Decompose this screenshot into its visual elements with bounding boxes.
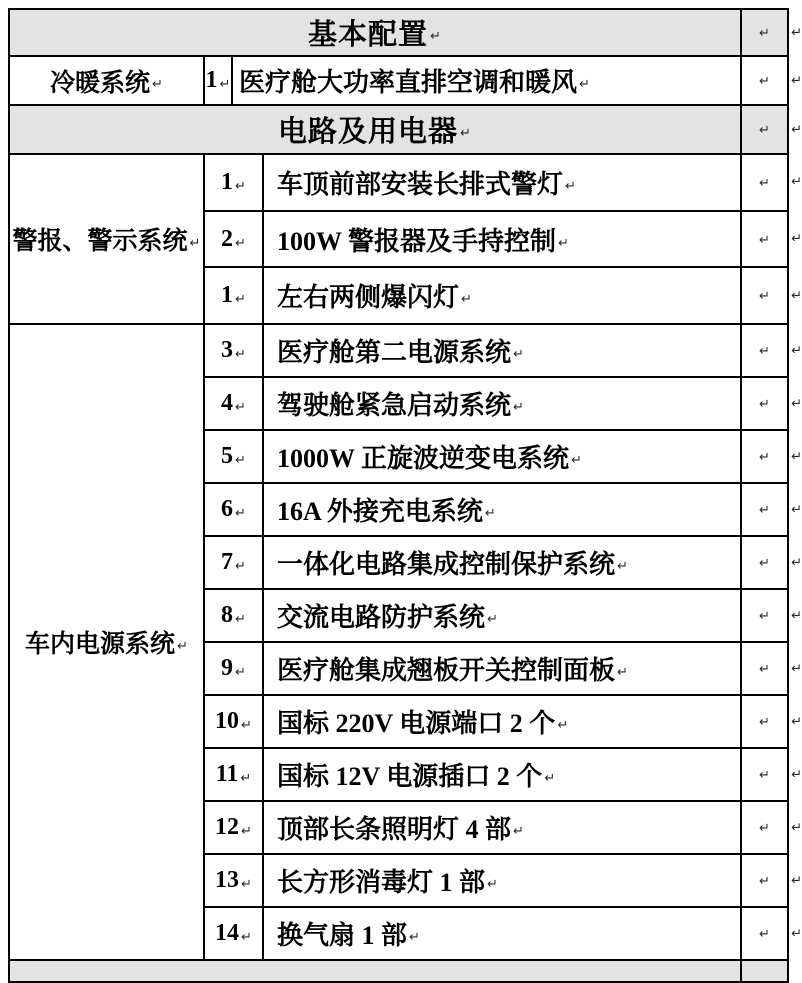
- item-number: 13: [215, 867, 240, 893]
- item-text: 国标 12V 电源插口 2 个: [277, 762, 543, 791]
- item-text: 一体化电路集成控制保护系统: [277, 550, 616, 579]
- item-number-cell: [205, 155, 264, 210]
- tail-cell: [742, 855, 787, 906]
- tail-cell: [742, 802, 787, 853]
- table-row: [205, 378, 802, 431]
- tail-cell: [742, 212, 787, 267]
- category-cell: [10, 325, 205, 959]
- tail-cell: [742, 961, 787, 981]
- section-header-label: 电路及用电器: [278, 116, 459, 148]
- paragraph-mark: ↵: [571, 453, 582, 468]
- item-text-cell: [264, 325, 742, 376]
- section-header-circuit: [10, 106, 802, 155]
- table-row: [205, 908, 802, 959]
- category-cell: [10, 155, 205, 323]
- item-number: 6: [221, 496, 234, 522]
- tail-cell: [742, 537, 787, 588]
- outside-paragraph-mark: ↵: [791, 555, 802, 570]
- item-number-cell: [205, 431, 264, 482]
- tail-cell: [742, 431, 787, 482]
- paragraph-mark: ↵: [759, 874, 770, 889]
- item-text: 顶部长条照明灯 4 部: [277, 815, 512, 844]
- item-number-cell: [205, 325, 264, 376]
- outside-paragraph-mark: ↵: [791, 449, 802, 464]
- category-cell: [10, 57, 205, 104]
- paragraph-mark: ↵: [235, 292, 246, 308]
- paragraph-mark: ↵: [617, 559, 628, 574]
- item-number: 4: [221, 390, 234, 416]
- item-number: 1: [205, 67, 218, 93]
- outside-paragraph-mark: ↵: [791, 926, 802, 941]
- item-text-cell: [264, 155, 742, 210]
- section-header-cell: [10, 961, 742, 981]
- tail-cell: [742, 378, 787, 429]
- paragraph-mark: ↵: [759, 609, 770, 624]
- outside-paragraph-mark: ↵: [791, 820, 802, 835]
- paragraph-mark: ↵: [240, 771, 252, 786]
- item-number: 12: [215, 814, 240, 840]
- paragraph-mark: ↵: [544, 771, 556, 786]
- section-header-cell: [10, 10, 742, 55]
- table-row: [205, 268, 802, 323]
- paragraph-mark: ↵: [759, 289, 770, 305]
- paragraph-mark: ↵: [235, 506, 246, 521]
- paragraph-mark: ↵: [487, 877, 498, 892]
- outside-paragraph-mark: ↵: [791, 231, 802, 247]
- item-number-cell: [205, 643, 264, 694]
- paragraph-mark: ↵: [513, 347, 524, 362]
- item-number: 2: [221, 225, 234, 252]
- paragraph-mark: ↵: [235, 612, 246, 627]
- item-number-cell: [205, 802, 264, 853]
- tail-cell: [742, 590, 787, 641]
- paragraph-mark: ↵: [759, 175, 770, 191]
- paragraph-mark: ↵: [235, 559, 246, 574]
- section-header-partial: [10, 961, 787, 981]
- paragraph-mark: ↵: [430, 29, 442, 44]
- item-text: 驾驶舱紧急启动系统: [277, 391, 512, 420]
- item-text: 交流电路防护系统: [277, 603, 486, 632]
- paragraph-mark: ↵: [461, 292, 472, 308]
- item-text: 医疗舱大功率直排空调和暖风: [239, 68, 578, 97]
- item-number-cell: [205, 268, 264, 323]
- outside-paragraph-mark: ↵: [791, 608, 802, 623]
- outside-paragraph-mark: ↵: [791, 343, 802, 358]
- item-number-cell: [205, 590, 264, 641]
- paragraph-mark: ↵: [759, 662, 770, 677]
- item-text: 左右两侧爆闪灯: [277, 283, 460, 313]
- item-number-cell: [205, 908, 264, 959]
- paragraph-mark: ↵: [557, 718, 569, 733]
- outside-paragraph-mark: ↵: [791, 174, 802, 190]
- paragraph-mark: ↵: [513, 824, 524, 839]
- paragraph-mark: ↵: [241, 824, 252, 839]
- paragraph-mark: ↵: [235, 665, 246, 680]
- table-row: [205, 749, 802, 802]
- item-number: 1: [221, 282, 234, 309]
- paragraph-mark: ↵: [460, 126, 472, 141]
- paragraph-mark: ↵: [241, 877, 252, 892]
- paragraph-mark: ↵: [759, 715, 770, 730]
- paragraph-mark: ↵: [513, 400, 524, 415]
- outside-paragraph-mark: ↵: [791, 502, 802, 517]
- section-header-label: 基本配置: [308, 19, 429, 51]
- table-row: [205, 484, 802, 537]
- item-text: 医疗舱集成翘板开关控制面板: [277, 656, 616, 685]
- paragraph-mark: ↵: [759, 74, 770, 89]
- item-number: 5: [221, 443, 234, 469]
- paragraph-mark: ↵: [565, 178, 576, 194]
- tail-cell: [742, 106, 787, 153]
- tail-cell: [742, 696, 787, 747]
- item-number-cell: [205, 855, 264, 906]
- paragraph-mark: ↵: [759, 397, 770, 412]
- paragraph-mark: ↵: [235, 347, 246, 362]
- table-row: [205, 325, 802, 378]
- outside-paragraph-mark: ↵: [791, 288, 802, 304]
- tail-cell: [742, 749, 787, 800]
- tail-cell: [742, 155, 787, 210]
- item-text: 长方形消毒灯 1 部: [277, 868, 486, 897]
- paragraph-mark: ↵: [152, 77, 163, 92]
- item-number-cell: [205, 378, 264, 429]
- paragraph-mark: ↵: [759, 821, 770, 836]
- item-number: 8: [221, 602, 234, 628]
- category-label: 警报、警示系统: [12, 228, 188, 255]
- item-text-cell: [264, 643, 742, 694]
- paragraph-mark: ↵: [177, 638, 188, 654]
- paragraph-mark: ↵: [219, 77, 231, 92]
- category-label: 车内电源系统: [25, 631, 176, 658]
- item-number: 14: [215, 920, 240, 946]
- item-text: 1000W 正旋波逆变电系统: [277, 444, 570, 473]
- item-text: 16A 外接充电系统: [277, 497, 483, 526]
- item-number: 10: [215, 708, 240, 734]
- item-number-cell: [205, 484, 264, 535]
- item-number-cell: [205, 537, 264, 588]
- item-number-cell: [205, 749, 264, 800]
- paragraph-mark: ↵: [759, 768, 770, 783]
- outside-paragraph-mark: ↵: [791, 767, 802, 782]
- paragraph-mark: ↵: [617, 665, 628, 680]
- group-items: [205, 155, 802, 323]
- item-number: 7: [221, 549, 234, 575]
- paragraph-mark: ↵: [487, 612, 498, 627]
- paragraph-mark: ↵: [235, 400, 246, 415]
- table-row: [205, 855, 802, 908]
- section-header-basic-config: [10, 10, 802, 57]
- outside-paragraph-mark: ↵: [791, 714, 802, 729]
- category-label: 冷暖系统: [50, 69, 151, 97]
- item-text-cell: [264, 590, 742, 641]
- item-text-cell: [264, 802, 742, 853]
- tail-cell: [742, 10, 787, 55]
- tail-cell: [742, 325, 787, 376]
- item-text-cell: [264, 431, 742, 482]
- paragraph-mark: ↵: [759, 123, 770, 138]
- item-number: 9: [221, 655, 234, 681]
- paragraph-mark: ↵: [189, 235, 201, 251]
- item-number-cell: [205, 696, 264, 747]
- item-text: 国标 220V 电源端口 2 个: [277, 709, 556, 738]
- table-row: [205, 643, 802, 696]
- tail-cell: [742, 643, 787, 694]
- item-number: 11: [215, 761, 239, 787]
- paragraph-mark: ↵: [241, 718, 252, 733]
- paragraph-mark: ↵: [409, 930, 420, 945]
- paragraph-mark: ↵: [759, 927, 770, 942]
- item-number-cell: [205, 212, 264, 267]
- outside-paragraph-mark: ↵: [791, 73, 802, 88]
- table-row: [205, 155, 802, 212]
- item-text-cell: [264, 908, 742, 959]
- configuration-table: [8, 8, 802, 983]
- outside-paragraph-mark: ↵: [791, 661, 802, 676]
- table-row: [205, 212, 802, 269]
- paragraph-mark: ↵: [235, 235, 246, 251]
- item-text-cell: [264, 696, 742, 747]
- tail-cell: [742, 268, 787, 323]
- item-text: 医疗舱第二电源系统: [277, 338, 512, 367]
- item-text-cell: [264, 378, 742, 429]
- item-text-cell: [264, 537, 742, 588]
- outside-paragraph-mark: ↵: [791, 396, 802, 411]
- outside-paragraph-mark: ↵: [791, 25, 802, 40]
- table-row: [205, 431, 802, 484]
- item-text: 车顶前部安装长排式警灯: [277, 169, 564, 199]
- paragraph-mark: ↵: [235, 178, 246, 194]
- item-text: 换气扇 1 部: [277, 921, 408, 950]
- tail-cell: [742, 57, 787, 104]
- paragraph-mark: ↵: [759, 232, 770, 248]
- table-row: [205, 802, 802, 855]
- item-text-cell: [264, 212, 742, 267]
- item-number-cell: [205, 57, 233, 104]
- outside-paragraph-mark: ↵: [791, 873, 802, 888]
- table-row: [205, 537, 802, 590]
- item-number: 3: [221, 337, 234, 363]
- group-alarm-system: [10, 155, 802, 325]
- tail-cell: [742, 908, 787, 959]
- paragraph-mark: ↵: [558, 235, 569, 251]
- outside-paragraph-mark: ↵: [791, 122, 802, 137]
- paragraph-mark: ↵: [759, 556, 770, 571]
- paragraph-mark: ↵: [484, 506, 496, 521]
- item-text-cell: [264, 484, 742, 535]
- item-text-cell: [264, 855, 742, 906]
- table-row: [205, 696, 802, 749]
- group-items: [205, 325, 802, 959]
- paragraph-mark: ↵: [579, 77, 590, 92]
- item-text: 100W 警报器及手持控制: [277, 226, 557, 256]
- row-cooling-system: [10, 57, 802, 106]
- paragraph-mark: ↵: [759, 26, 770, 41]
- item-number: 1: [221, 168, 234, 195]
- table-row: [205, 590, 802, 643]
- section-header-cell: [10, 106, 742, 153]
- item-text-cell: [264, 268, 742, 323]
- paragraph-mark: ↵: [235, 453, 246, 468]
- paragraph-mark: ↵: [241, 930, 252, 945]
- item-text-cell: [233, 57, 742, 104]
- item-text-cell: [264, 749, 742, 800]
- group-power-system: [10, 325, 802, 961]
- paragraph-mark: ↵: [759, 503, 770, 518]
- paragraph-mark: ↵: [759, 344, 770, 359]
- tail-cell: [742, 484, 787, 535]
- paragraph-mark: ↵: [759, 450, 770, 465]
